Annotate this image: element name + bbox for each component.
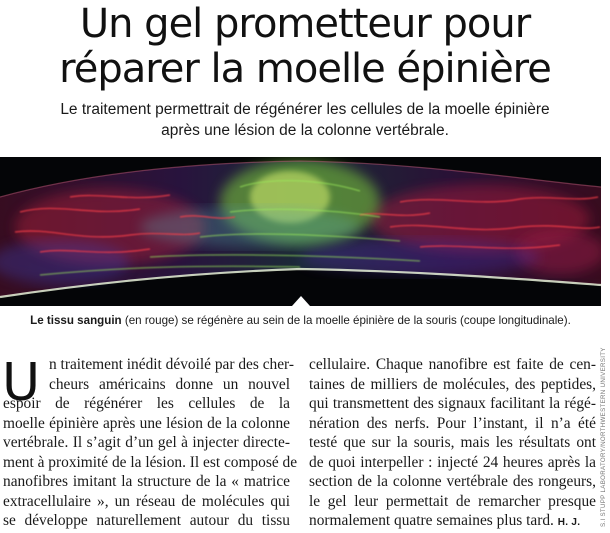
body-line: nanofibres imitant la structure de la « matrice [3, 473, 290, 490]
photo-credit: S.I STUPP LABORATORY/NORTHWESTERN UNIVERSITY [600, 347, 607, 527]
spinal-cord-micrograph [0, 157, 601, 306]
author-signature: H. J. [557, 517, 581, 528]
body-line: le gel leur permettait de remarcher presque [309, 492, 596, 510]
caption-text: (en rouge) se régénère au sein de la moelle épinière de la souris (coupe longitudinale). [121, 314, 571, 327]
article-column-2 [309, 355, 596, 531]
body-line: nération des nerfs. Pour l’instant, il n’a été [309, 414, 596, 432]
body-line: ment à proximité de la lésion. Il est composé de [3, 453, 298, 471]
body-line: vertébrale. Il s’agit d’un gel à injecter directe- [3, 434, 290, 451]
body-line: taines de milliers de molécules, des peptides, [309, 375, 596, 393]
caption-lead: Le tissu sanguin [30, 314, 122, 327]
headline [0, 2, 610, 92]
deck-line: après une lésion de la colonne vertébrale. [161, 122, 449, 139]
article-column-1 [2, 353, 298, 531]
body-line: se développe naturellement autour du tissu [3, 512, 290, 529]
photo-caption [0, 314, 601, 327]
body-line: cheurs américains donne un nouvel [49, 375, 290, 393]
headline-line: réparer la moelle épinière [59, 46, 551, 92]
body-line: section de la colonne vertébrale des rongeurs, [309, 473, 596, 490]
body-line: qui transmettent des signaux facilitant la régé- [309, 395, 596, 412]
body-line-last [309, 511, 596, 531]
body-line: moelle épinière après une lésion de la colonne [3, 414, 290, 432]
deck [0, 99, 610, 141]
body-line: de quoi interpeller : injecté 24 heures après la [309, 453, 596, 471]
photo-notch [292, 296, 310, 306]
body-line: extracellulaire », un réseau de molécules qui [3, 492, 290, 510]
body-line: espoir de régénérer les cellules de la [3, 395, 290, 412]
micrograph-image [0, 157, 601, 306]
deck-line: Le traitement permettrait de régénérer les cellules de la moelle épinière [60, 101, 550, 118]
body-line: testé que sur la souris, mais les résultats ont [309, 434, 596, 451]
headline-line: Un gel prometteur pour [79, 1, 531, 47]
drop-cap: U [2, 353, 41, 413]
body-line: cellulaire. Chaque nanofibre est faite de cen- [309, 356, 596, 373]
body-line: normalement quatre semaines plus tard. [309, 512, 554, 529]
body-line: n traitement inédit dévoilé par des cher- [49, 356, 294, 373]
